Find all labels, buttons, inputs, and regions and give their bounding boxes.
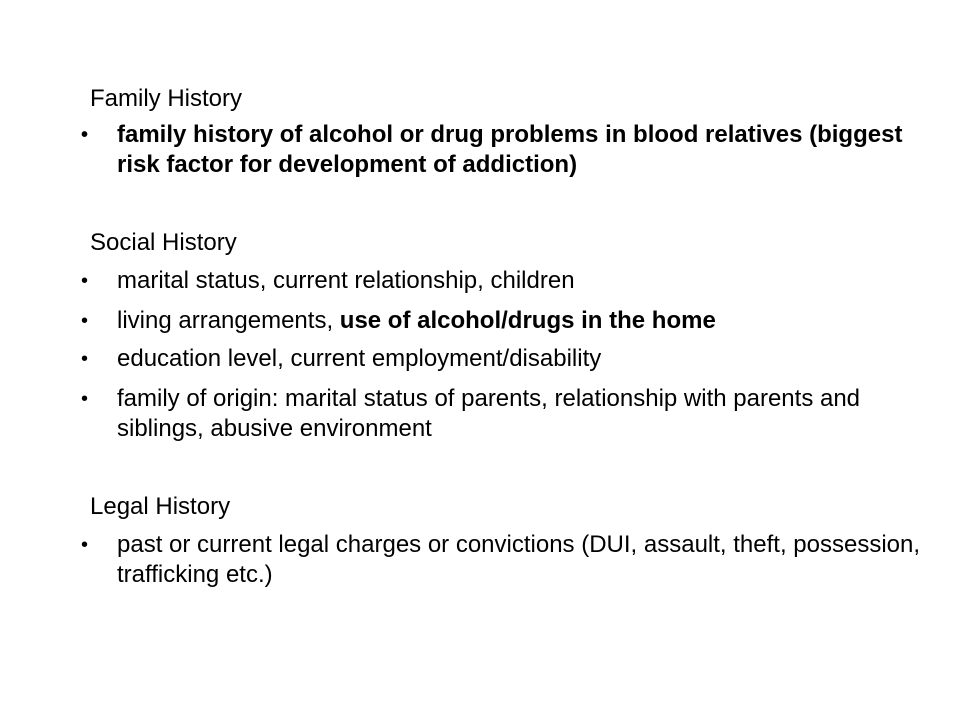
legal-history-heading: Legal History — [90, 493, 231, 520]
bullet-text: marital status, current relationship, children — [117, 267, 575, 294]
bullet-text: past or current legal charges or convictions (DUI, assault, theft, possession, trafficking etc.) — [117, 531, 921, 588]
bullet-icon: • — [81, 534, 89, 556]
bullet-icon: • — [81, 124, 89, 146]
bullet-icon: • — [81, 270, 89, 292]
bullet-text-plain: living arrangements, — [117, 307, 340, 334]
social-history-bullet-3 — [79, 344, 939, 374]
family-history-heading: Family History — [90, 85, 243, 112]
bullet-text-bold: use of alcohol/drugs in the home — [339, 307, 716, 334]
bullet-text: family history of alcohol or drug problems in blood relatives (biggest risk factor for development of addiction) — [117, 121, 903, 178]
social-history-bullet-1 — [79, 266, 939, 296]
social-history-bullet-4 — [79, 384, 939, 444]
bullet-icon: • — [81, 388, 89, 410]
bullet-text: education level, current employment/disability — [117, 345, 602, 372]
bullet-text: family of origin: marital status of parents, relationship with parents and siblings, abusive environment — [117, 385, 861, 442]
family-history-bullet-1 — [79, 120, 939, 180]
bullet-icon: • — [81, 348, 89, 370]
social-history-bullet-2 — [79, 306, 939, 336]
social-history-heading: Social History — [90, 229, 237, 256]
legal-history-bullet-1 — [79, 530, 939, 590]
bullet-icon: • — [81, 310, 89, 332]
